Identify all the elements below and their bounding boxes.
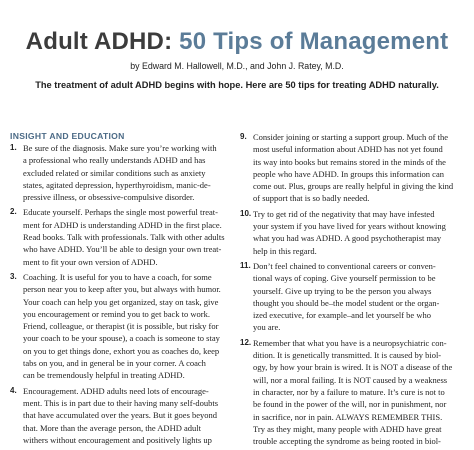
tip-text-line: Consider joining or starting a support group. Much of the [253,132,449,142]
tip-text-line: Coaching. It is useful for you to have a coach, for some [23,271,212,282]
author-byline: by Edward M. Hallowell, M.D., and John J. Ratey, M.D. [130,61,344,71]
tip-text-line: in sacrifice, nor in pain. ALWAYS REMEMBER THIS. [253,411,443,422]
section-heading: INSIGHT AND EDUCATION [10,131,125,141]
tip-text-line: ment for ADHD is understanding ADHD in the first place. [23,219,222,230]
tip-text-line: Try as they might, many people with ADHD have great [253,423,442,434]
right-column [240,131,468,450]
tip-number: 1. [10,143,17,152]
tip-text-line: ment to fit your own version of ADHD. [23,256,158,267]
tip-item [10,271,235,382]
tip-text-line: its way into books but remains stored in the minds of the [253,156,446,167]
tip-text-line: come out. Plus, groups are really helpful in giving the kind [253,181,454,192]
tip-item [10,142,235,203]
tip-text-line: can be tremendously helpful in treating ADHD. [23,370,185,381]
tip-text-line: withers without encouragement and positively lights up [23,434,212,445]
tip-text-line: excluded related or similar conditions such as anxiety [23,167,206,178]
tip-text-line: help in this regard. [253,245,317,256]
tip-item [240,208,468,257]
tip-text-line: you are. [253,322,281,333]
tip-text-line: ogy, by how your brain is wired. It is NOT a disease of the [253,362,453,373]
tip-text-line: who have ADHD. You’ll be able to design your own treat- [23,244,222,255]
tip-text-line: trouble accepting the syndrome as being rooted in biol- [253,436,441,447]
tip-text-line: person near you to keep after you, but always with humor. [23,284,221,295]
tip-text-line: yourself. Give up trying to be the person you always [253,285,432,296]
tip-item [10,385,235,446]
tip-text-line: of support that is so badly needed. [253,193,370,204]
tip-text-line: a professional who really understands ADHD and has [23,155,206,166]
tip-text-line: that have accumulated over the years. But it goes beyond [23,410,218,421]
right-tip-list [240,131,468,447]
tip-text-line: tional ways of coping. Give yourself permission to be [253,273,436,284]
tip-text-line: what you had was ADHD. A good psychotherapist may [253,233,442,244]
left-column [10,131,235,449]
tip-text-line: your coach to be your spouse), a coach is someone to stay [23,333,220,344]
page-title [0,28,474,56]
tip-number: 4. [10,385,17,395]
tip-text-line: Don’t feel chained to conventional careers or conven- [253,260,436,271]
tip-item [240,337,468,448]
tip-text-line: ized executive, for example–and let yourself be who [253,310,431,321]
tip-text-line: tabs on you, and in general be in your corner. A coach [23,358,206,369]
tip-text-line: Be sure of the diagnosis. Make sure you’re working with [23,143,217,153]
tip-text-line: pressive illness, or obsessive-compulsive disorder. [23,192,195,203]
tip-text-line: states, agitated depression, hyperthyroidism, manic-de- [23,179,211,190]
tip-text-line: Friend, colleague, or therapist (it is possible, but risky for [23,321,219,332]
tip-text-line: ment. This is in part due to their having many self-doubts [23,397,219,408]
tip-number: 9. [240,132,247,141]
tip-number: 2. [10,207,17,217]
tip-text-line: thought you should be–the model student or the organ- [253,297,440,308]
tip-text-line: that. More than the average person, the ADHD adult [23,422,201,433]
tip-text-line: on you to get things done, exhort you as coaches do, keep [23,345,220,356]
tip-text-line: in character, nor by a failure to mature. It’s cure is not to [253,386,445,397]
left-tip-list [10,142,235,446]
tip-text-line: most useful information about ADHD has not yet found [253,144,443,155]
title-suffix: 50 Tips of Management [172,28,449,55]
tip-number: 11. [240,260,251,270]
tip-item [240,131,468,205]
tip-number: 12. [240,337,252,347]
tip-text-line: dition. It is genetically transmitted. It is caused by biol- [253,350,442,361]
tip-item [10,206,235,267]
tip-text-line: you encouragement or remind you to get back to work. [23,308,210,319]
tip-item [240,260,468,334]
tip-text-line: will, nor a moral failing. It is NOT caused by a weakness [253,374,448,385]
title-prefix: Adult ADHD: [25,28,173,55]
tip-text-line: Educate yourself. Perhaps the single most powerful treat- [23,207,218,218]
tip-text-line: Read books. Talk with professionals. Talk with other adults [23,232,225,243]
tip-text-line: Remember that what you have is a neuropsychiatric con- [253,337,447,348]
tip-text-line: Encouragement. ADHD adults need lots of encourage- [23,385,209,396]
tip-number: 3. [10,271,17,281]
tip-text-line: your system if you have lived for years without knowing [253,221,446,232]
tip-text-line: Try to get rid of the negativity that may have infested [253,208,435,219]
tip-text-line: Your coach can help you get organized, stay on task, give [23,296,219,307]
tip-text-line: be found in the power of the will, nor in punishment, nor [253,399,447,410]
lead-sentence: The treatment of adult ADHD begins with hope. Here are 50 tips for treating ADHD naturally. [35,80,439,90]
tip-text-line: people who have ADHD. In groups this information can [253,168,444,179]
tip-number: 10. [240,208,252,218]
